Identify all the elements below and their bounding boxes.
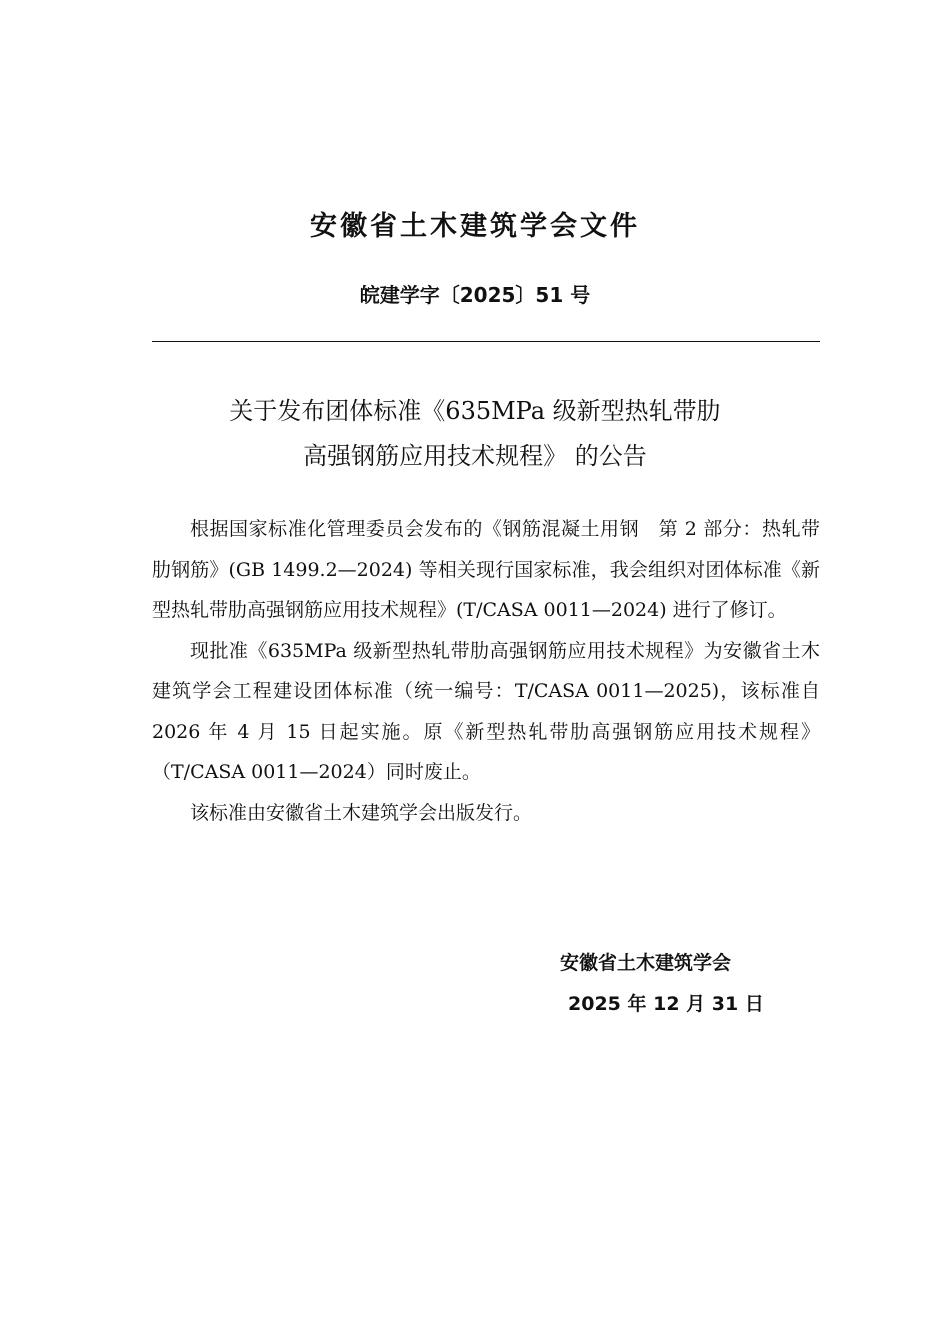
title-line-2: 高强钢筋应用技术规程》 的公告 bbox=[303, 442, 647, 470]
announcement-title bbox=[120, 389, 830, 479]
signature-date: 2025 年 12 月 31 日 bbox=[568, 993, 764, 1015]
body-paragraph-1: 根据国家标准化管理委员会发布的《钢筋混凝土用钢 第 2 部分：热轧带肋钢筋》(GB 1499.2—2024) 等相关现行国家标准，我会组织对团体标准《新型热轧带肋高强钢筋应用技术规程》(T/CASA 0011—2024) 进行了修订。 bbox=[152, 518, 820, 621]
issuing-org-header: 安徽省土木建筑学会文件 bbox=[310, 211, 640, 242]
header-divider bbox=[152, 341, 820, 342]
title-line-1: 关于发布团体标准《635MPa 级新型热轧带肋 bbox=[229, 397, 721, 425]
signature-block bbox=[540, 943, 800, 1025]
signature-org: 安徽省土木建筑学会 bbox=[560, 952, 732, 974]
body-paragraph-2: 现批准《635MPa 级新型热轧带肋高强钢筋应用技术规程》为安徽省土木建筑学会工程建设团体标准（统一编号：T/CASA 0011—2025)，该标准自 2026 年 4 月 15 日起实施。原《新型热轧带肋高强钢筋应用技术规程》（T/CASA 0011—2024）同时废止。 bbox=[152, 639, 820, 783]
body-paragraph-3: 该标准由安徽省土木建筑学会出版发行。 bbox=[190, 801, 533, 824]
document-number: 皖建学字〔2025〕51 号 bbox=[359, 283, 591, 307]
announcement-body bbox=[152, 509, 820, 833]
